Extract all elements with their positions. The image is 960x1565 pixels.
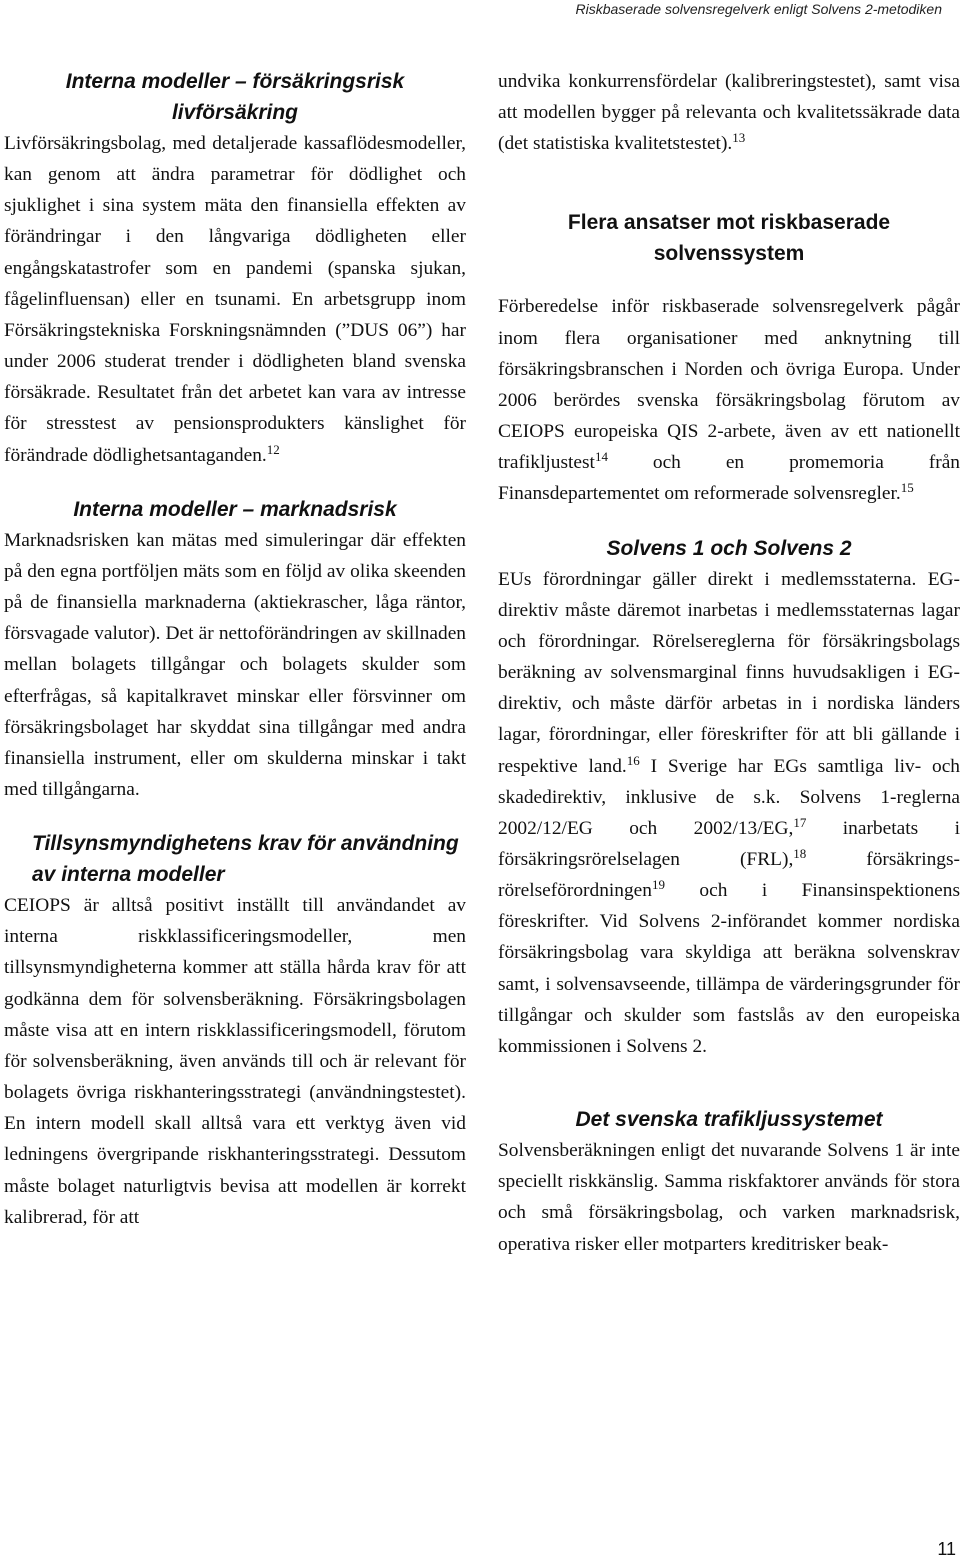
paragraph-text: och i Finansinspektionens föreskrifter. Vid Solvens 2-införandet kommer nordiska försäkringsbolag vara skyldiga att beräkna solvenskrav samt, i solvensavseende, tillämpa de värderingsgrunder för tillgångar och skulder som fastslås av den europeiska kommissionen i Solvens 2.	[498, 880, 960, 1057]
heading-supervisory-requirements: Tillsynsmyndighetens krav för användning av interna modeller	[32, 832, 459, 887]
paragraph-market-risk: Marknadsrisken kan mätas med simuleringar där effekten på den egna portföljen mäts som en följd av olika skeenden på de finansiella marknaderna (aktiekrascher, låga räntor, försvagade valutor). Det är nettoförändringen av skillnaden mellan bolagets tillgångar och bolagets skulder som efterfrågas, så kapitalkravet minskar eller försvinner om försäkringsbolaget har skyddat sina tillgångar med andra finansiella instrument, eller om skulderna minskar i takt med tillgångarna.	[4, 529, 466, 800]
right-column	[498, 66, 960, 1260]
paragraph-text: I Sverige har EGs samtliga liv- och skadedirektiv, inklusive de s.k. Solvens 1-reglerna 2002/12/EG och 2002/13/EG,	[498, 755, 960, 839]
footnote-ref-17: 17	[793, 814, 807, 830]
paragraph-text: och en promemoria från Finansdepartementet om reformerade solvensregler.	[498, 452, 960, 505]
heading-traffic-light-system: Det svenska trafikljussystemet	[575, 1108, 883, 1132]
left-column	[4, 66, 466, 1233]
paragraph-preparation	[498, 291, 960, 509]
heading-internal-models-insurance-risk: Interna modeller – försäkringsrisk livförsäkring	[65, 70, 405, 124]
paragraph-text: undvika konkurrensfördelar (kalibreringstestet), samt visa att modellen bygger på relevanta och kvalitetssäkrade data (det statistiska kvalitetstestet).	[498, 71, 960, 155]
footnote-ref-19: 19	[652, 877, 665, 893]
paragraph-ceiops: CEIOPS är alltså positivt inställt till användandet av interna riskklassificeringsmodeller, men tillsynsmyndigheterna kommer att ställa hårda krav för att godkänna dem för solvensberäkning. Försäkringsbolagen måste visa att en intern riskklassificeringsmodell, förutom för solvensberäkning, även används till och är relevant för bolagets övriga riskhanteringsstrategi (användningstestet). En intern modell skall alltså vara ett verktyg även vid ledningens övergripande riskhanteringsstrategi. Dessutom måste bolaget naturligtvis bevisa att modellen är korrekt kalibrerad, för att	[4, 895, 466, 1228]
paragraph-text: försäkringsrörelseförordningen	[498, 848, 960, 902]
heading-solvency-1-and-2: Solvens 1 och Solvens 2	[606, 536, 852, 560]
running-header: Riskbaserade solvensregelverk enligt Solvens 2-metodiken	[575, 1, 942, 17]
heading-several-approaches: Flera ansatser mot riskbaserade solvenssystem	[567, 211, 891, 266]
paragraph-life-insurance	[4, 128, 466, 471]
heading-internal-models-market-risk: Interna modeller – marknadsrisk	[73, 497, 397, 521]
paragraph-text: EUs förordningar gäller direkt i medlemsstaterna. EG-direktiv måste däremot inarbetas i medlemsstaternas lagar och förordningar. Rörelsereglerna för försäkringsbolags beräkning av solvensmarginal finns huvudsakligen i EG-direktiv, och måste därför arbetas in i nordiska länders lagar, förordningar, eller föreskrifter för att bli gällande i respektive land.	[498, 568, 960, 777]
footnote-ref-18: 18	[793, 845, 807, 861]
footnote-ref-12: 12	[266, 441, 280, 457]
paragraph-continued	[498, 66, 960, 159]
footnote-ref-16: 16	[626, 752, 640, 768]
footnote-ref-13: 13	[732, 130, 746, 146]
paragraph-solvency-calculation: Solvensberäkningen enligt det nuvarande Solvens 1 är inte speciellt riskkänslig. Samma riskfaktorer används för stora och små försäkringsbolag, och varken marknadsrisk, operativa risker eller motparters kreditrisker beak-	[498, 1140, 960, 1255]
paragraph-text: Förberedelse inför riskbaserade solvensregelverk pågår inom flera organisationer med anknytning till försäkringsbranschen i Norden och övriga Europa. Under 2006 berördes svenska försäkringsbolag förutom av CEIOPS europeiska QIS 2-arbete, även av ett nationellt trafikljustest	[498, 296, 960, 474]
paragraph-text: inarbetats i försäkringsrörelselagen (FRL),	[498, 817, 960, 870]
paragraph-text: Livförsäkringsbolag, med detaljerade kassaflödesmodeller, kan genom att ändra parametrar för dödlighet och sjuklighet i sina system mäta den finansiella effekten av förändringar i den långvariga dödligheten eller engångskatastrofer som en pandemi (spanska sjukan, fågelinfluensan) eller en tsunami. En arbetsgrupp inom Försäkringstekniska Forskningsnämnden (”DUS 06”) har under 2006 studerat trender i dödligheten bland svenska försäkrade. Resultatet från det arbetet kan vara av intresse för stresstest av pensionsprodukters känslighet för förändrade dödlighetsantaganden.	[4, 133, 466, 466]
footnote-ref-14: 14	[594, 449, 608, 465]
paragraph-eu-regulations	[498, 564, 960, 1063]
page-number: 11	[937, 1539, 956, 1559]
footnote-ref-15: 15	[900, 480, 914, 496]
